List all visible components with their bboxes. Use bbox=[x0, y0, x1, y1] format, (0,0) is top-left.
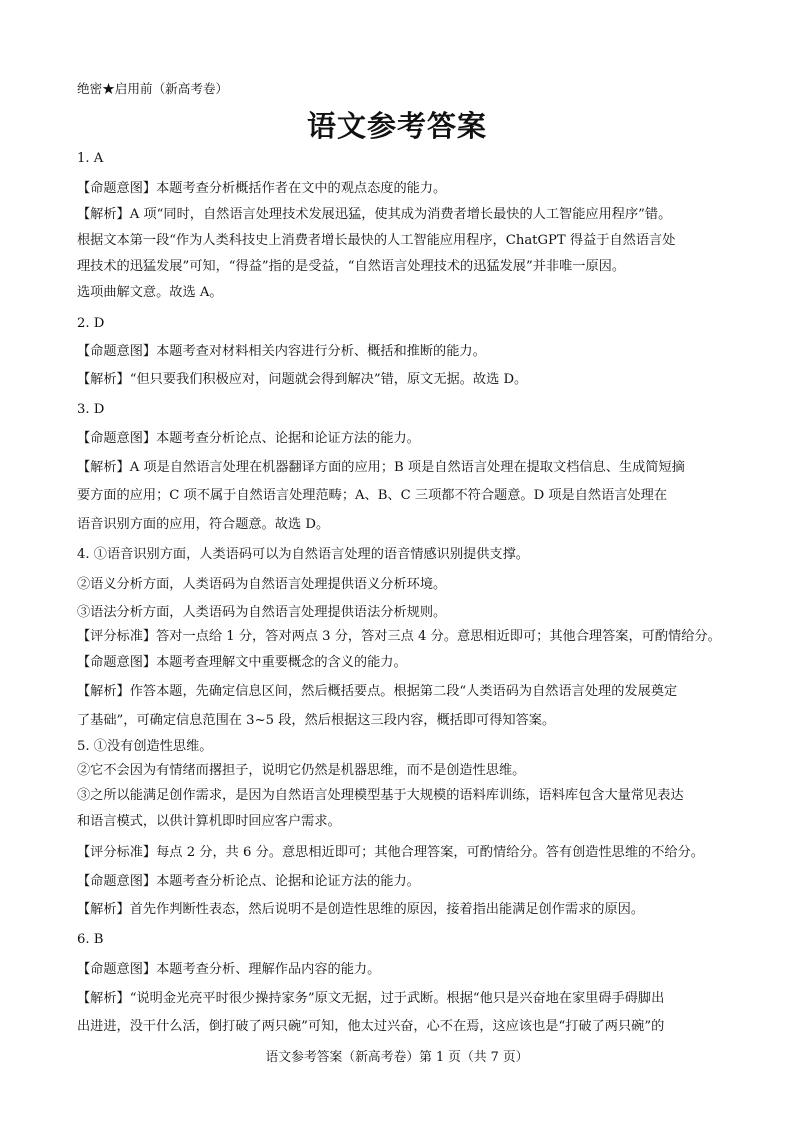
answer-line: 语音识别方面的应用，符合题意。故选 D。 bbox=[77, 517, 330, 532]
answer-line: 选项曲解文意。故选 A。 bbox=[77, 285, 223, 300]
answer-line: 了基础”，可确定信息范围在 3~5 段，然后根据这三段内容，概括即可得知答案。 bbox=[77, 713, 556, 728]
answer-line: 出进进，没干什么活，倒打破了两只碗”可知，他太过兴奋，心不在焉，这应该也是“打破了两只碗”的 bbox=[77, 1019, 665, 1034]
answer-line: 【解析】作答本题，先确定信息区间，然后概括要点。根据第二段“人类语码为自然语言处理的发展奠定 bbox=[77, 684, 678, 699]
answer-line: 【解析】“说明金光亮平时很少操持家务”原文无据，过于武断。根据“他只是兴奋地在家里碍手碍脚出 bbox=[77, 991, 665, 1006]
answer-line: 要方面的应用；C 项不属于自然语言处理范畴；A、B、C 三项都不符合题意。D 项是自然语言处理在 bbox=[77, 488, 668, 503]
answer-line: 【命题意图】本题考查对材料相关内容进行分析、概括和推断的能力。 bbox=[77, 344, 486, 359]
answer-line: 【命题意图】本题考查理解文中重要概念的含义的能力。 bbox=[77, 655, 407, 670]
answer-line: 【解析】首先作判断性表态，然后说明不是创造性思维的原因，接着指出能满足创作需求的原因。 bbox=[77, 902, 645, 917]
answer-line: 4. ①语音识别方面，人类语码可以为自然语言处理的语音情感识别提供支撑。 bbox=[77, 547, 529, 562]
answer-line: 6. B bbox=[77, 932, 104, 947]
answer-line: ③语法分析方面，人类语码为自然语言处理提供语法分析规则。 bbox=[77, 605, 447, 620]
answer-line: 3. D bbox=[77, 402, 105, 417]
answer-line: 【解析】“但只要我们积极应对，问题就会得到解决”错，原文无据。故选 D。 bbox=[77, 372, 528, 387]
answer-line: 根据文本第一段“作为人类科技史上消费者增长最快的人工智能应用程序，ChatGPT 得益于自然语言处 bbox=[77, 233, 676, 248]
page-footer: 语文参考答案（新高考卷）第 1 页（共 7 页） bbox=[265, 1050, 529, 1065]
answer-line: 理技术的迅猛发展”可知，“得益”指的是受益，“自然语言处理技术的迅猛发展”并非唯一原因。 bbox=[77, 259, 626, 274]
answer-line: 【命题意图】本题考查分析论点、论据和论证方法的能力。 bbox=[77, 874, 420, 889]
answer-line: 和语言模式，以供计算机即时回应客户需求。 bbox=[77, 814, 341, 829]
answer-line: 5. ①没有创造性思维。 bbox=[77, 739, 213, 754]
answer-line: ③之所以能满足创作需求，是因为自然语言处理模型基于大规模的语料库训练，语料库包含大量常见表达 bbox=[77, 788, 684, 803]
answer-line: 【解析】A 项是自然语言处理在机器翻译方面的应用；B 项是自然语言处理在提取文档信息、生成简短摘 bbox=[77, 460, 685, 475]
answer-line: 【命题意图】本题考查分析论点、论据和论证方法的能力。 bbox=[77, 431, 420, 446]
answer-line: 2. D bbox=[77, 316, 105, 331]
confidential-label: 绝密★启用前（新高考卷） bbox=[77, 81, 229, 96]
answer-line: 【命题意图】本题考查分析、理解作品内容的能力。 bbox=[77, 962, 381, 977]
answer-line: 【命题意图】本题考查分析概括作者在文中的观点态度的能力。 bbox=[77, 181, 447, 196]
answer-line: ②语义分析方面，人类语码为自然语言处理提供语义分析环境。 bbox=[77, 577, 447, 592]
answer-line: 【解析】A 项“同时，自然语言处理技术发展迅猛，使其成为消费者增长最快的人工智能应用程序”错。 bbox=[77, 207, 672, 222]
page-title: 语文参考答案 bbox=[306, 109, 487, 143]
answer-line: 【评分标准】每点 2 分，共 6 分。意思相近即可；其他合理答案，可酌情给分。答有创造性思维的不给分。 bbox=[77, 845, 704, 860]
answer-line: ②它不会因为有情绪而撂担子，说明它仍然是机器思维，而不是创造性思维。 bbox=[77, 763, 526, 778]
answer-line: 【评分标准】答对一点给 1 分，答对两点 3 分，答对三点 4 分。意思相近即可；其他合理答案，可酌情给分。 bbox=[77, 629, 721, 644]
answer-line: 1. A bbox=[77, 151, 104, 166]
